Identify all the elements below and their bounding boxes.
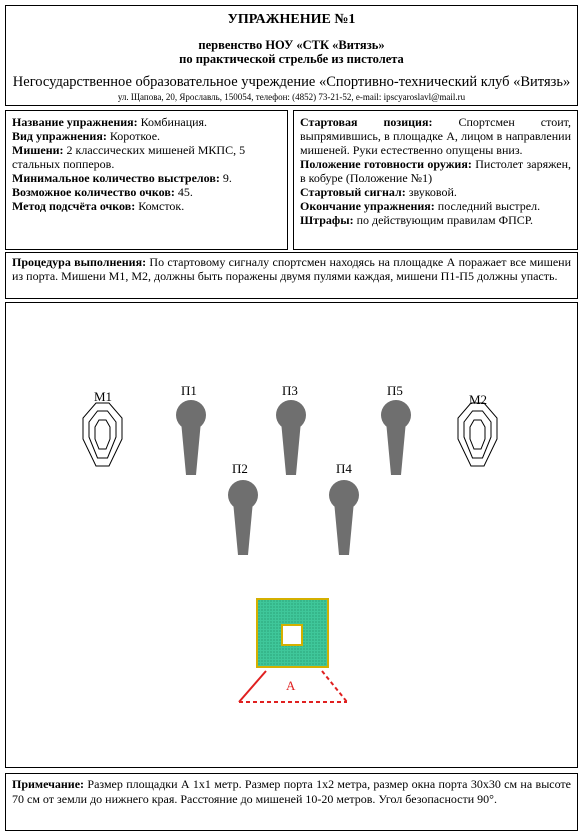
exercise-info <box>5 110 288 250</box>
popper-p3-label: П3 <box>282 383 298 398</box>
note-label: Примечание: <box>12 777 85 791</box>
popper-p5-label: П5 <box>387 383 403 398</box>
note-value: Размер площадки А 1х1 метр. Размер порта 1х2 метра, размер окна порта 30х30 см на высоте 70 см от земли до нижнего края. Расстояние до мишеней 10-20 метров. Угол безопасности 90°. <box>12 777 571 806</box>
popper-p1-label: П1 <box>181 383 197 398</box>
end-value: последний выстрел. <box>434 199 541 213</box>
ready-value: Пистолет заряжен, в кобуре (Положение №1) <box>300 157 571 185</box>
signal-label: Стартовый сигнал: <box>300 185 406 199</box>
targets-label: Мишени: <box>12 143 64 157</box>
target-m1-icon <box>83 403 122 466</box>
popper-p4-icon <box>329 480 359 555</box>
penalty-value: по действующим правилам ФПСР. <box>353 213 533 227</box>
points-label: Возможное количество очков: <box>12 185 175 199</box>
method-value: Комсток. <box>135 199 185 213</box>
target-m1-label: М1 <box>94 389 113 404</box>
signal-value: звуковой. <box>405 185 457 199</box>
popper-p4-label: П4 <box>336 461 352 476</box>
popper-p5-icon <box>381 400 411 475</box>
shots-label: Минимальное количество выстрелов: <box>12 171 220 185</box>
procedure-label: Процедура выполнения: <box>12 255 147 269</box>
target-m2-icon <box>458 403 497 466</box>
name-label: Название упражнения: <box>12 115 138 129</box>
targets-value: 2 классических мишеней МКПС, 5 стальных попперов. <box>12 143 246 171</box>
area-a-label: А <box>286 678 296 693</box>
popper-p1-icon <box>176 400 206 475</box>
start-label: Стартовая позиция: <box>300 115 433 129</box>
penalty-label: Штрафы: <box>300 213 354 227</box>
type-label: Вид упражнения: <box>12 129 107 143</box>
end-label: Окончание упражнения: <box>300 199 435 213</box>
name-value: Комбинация. <box>137 115 208 129</box>
header <box>5 5 578 106</box>
target-m2-label: М2 <box>469 392 488 407</box>
method-label: Метод подсчёта очков: <box>12 199 136 213</box>
organization-name: Негосударственное образовательное учреждение «Спортивно-технический клуб «Витязь» <box>12 74 571 90</box>
shots-value: 9. <box>219 171 232 185</box>
note <box>5 773 578 831</box>
championship-line: первенство НОУ «СТК «Витязь» <box>198 38 385 52</box>
organization-address: ул. Щапова, 20, Ярославль, 150054, телефон: (4852) 73-21-52, e-mail: ipscyaroslavl@mail.ru <box>117 92 466 102</box>
procedure <box>5 252 578 299</box>
start-value: Спортсмен стоит, выпрямившись, в площадке А, лицом в направлении мишеней. Руки естественно опущены вниз. <box>300 115 571 157</box>
stage-diagram <box>5 302 578 768</box>
points-value: 45. <box>174 185 193 199</box>
popper-p3-icon <box>276 400 306 475</box>
start-info <box>293 110 578 250</box>
shooting-port-icon <box>257 599 328 667</box>
exercise-title: УПРАЖНЕНИЕ №1 <box>227 12 356 27</box>
stage-diagram-svg <box>6 303 577 767</box>
popper-p2-icon <box>228 480 258 555</box>
popper-p2-label: П2 <box>232 461 248 476</box>
discipline-line: по практической стрельбе из пистолета <box>179 52 404 66</box>
ready-label: Положение готовности оружия: <box>300 157 472 171</box>
procedure-value: По стартовому сигналу спортсмен находясь на площадке А поражает все мишени из порта. Мишени М1, М2, должны быть поражены двумя пулями каждая, мишени П1-П5 должны упасть. <box>12 255 571 283</box>
type-value: Короткое. <box>106 129 161 143</box>
